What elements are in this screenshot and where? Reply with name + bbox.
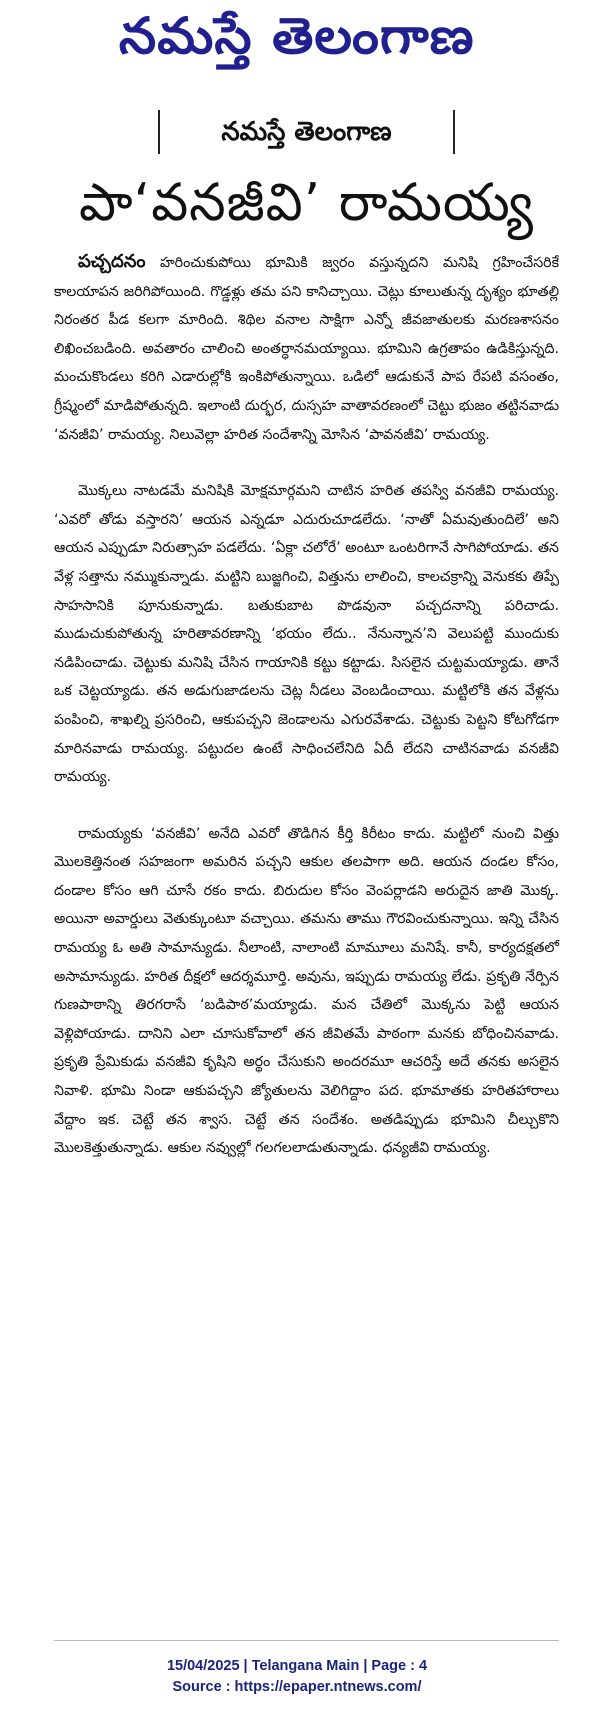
- footer-date-line: 15/04/2025 | Telangana Main | Page : 4: [166, 1658, 428, 1674]
- article-headline: పా‘వనజీవి’ రామయ్య: [79, 173, 534, 233]
- footer: [0, 1656, 594, 1698]
- kicker-rule-right: [453, 110, 455, 154]
- footer-source-line: Source : https://epaper.ntnews.com/: [172, 1679, 422, 1695]
- kicker-box: [54, 104, 559, 160]
- footer-divider: [54, 1640, 559, 1641]
- paragraph-1-text: హరించుకుపోయి భూమికి జ్వరం వస్తున్నదని మనిషి గ్రహించేసరికే కాలయాపన జరిగిపోయింది. గొడ్డళ్లు తమ పని కానిచ్చాయి. చెట్లు కూలుతున్న దృశ్యం భూతల్లి నిరంతర పీడ కలగా మారింది. శిథిల వనాల సాక్షిగా ఎన్నో జీవజాతులకు మరణశాసనం లిఖించబడింది. అవతారం చాలించి అంతర్ధానమయ్యాయి. భూమిని ఉగ్రతాపం ఉడికిస్తున్నది. మంచుకొండలు కరిగి ఎడారుల్లోకి ఇంకిపోతున్నాయి. ఒడిలో ఆడుకునే పాప రేపటి వసంతం, గ్రీష్మంలో మాడిపోతున్నది. ఇలాంటి దుర్భర, దుస్సహ వాతావరణంలో చెట్టు భుజం తట్టినవాడు ‘వనజీవి’ రామయ్య. నిలువెల్లా హరిత సందేశాన్ని మోసిన ‘పావనజీవి’ రామయ్య.: [54, 255, 559, 443]
- kicker-label: నమస్తే తెలంగాణ: [221, 117, 392, 147]
- paragraph-2: మొక్కలు నాటడమే మనిషికి మోక్షమార్గమని చాటిన హరిత తపస్వి వనజీవి రామయ్య. ‘ఎవరో తోడు వస్తారని’ ఆయన ఎన్నడూ ఎదురుచూడలేదు. ‘నాతో ఏమవుతుందిలే’ అని ఆయన ఎప్పుడూ నిరుత్సాహ పడలేదు. ‘ఏక్లా చలోరే’ అంటూ ఒంటరిగానే సాగిపోయాడు. తన వేళ్ల సత్తాను నమ్ముకున్నాడు. మట్టిని బుజ్జగించి, విత్తును లాలించి, కాలచక్రాన్ని వెనుకకు తిప్పే సాహసానికి పూనుకున్నాడు. బతుకుబాట పొడవునా పచ్చదనాన్ని పరిచాడు. ముడుచుకుపోతున్న హరితావరణాన్ని ‘భయం లేదు.. నేనున్నాన’ని వెలుపట్టి ముందుకు నడిపించాడు. చెట్టుకు మనిషి చేసిన గాయానికి కట్టు కట్టాడు. సిసలైన చుట్టమయ్యాడు. తానే ఒక చెట్టయ్యాడు. తన అడుగుజాడలను చెట్ల నీడలు వెంబడించాయి. మట్టిలోకి తన వేళ్లను పంపించి, శాఖల్ని ప్రసరించి, ఆకుపచ్చని జెండాలను ఎగురవేశాడు. చెట్టుకు పెట్టని కోటగోడగా మారినవాడు రామయ్య. పట్టుదల ఉంటే సాధించలేనిది ఏదీ లేదని చాటినవాడు వనజీవి రామయ్య.: [54, 483, 559, 786]
- masthead-logo: నమస్తే తెలంగాణ: [119, 7, 475, 65]
- paragraph-1: [54, 248, 559, 449]
- article-body: [54, 248, 559, 1163]
- masthead: [0, 0, 594, 76]
- kicker-rule-left: [158, 110, 160, 154]
- lead-word: పచ్చదనం: [78, 251, 146, 272]
- article: [54, 104, 559, 1634]
- paragraph-3: రామయ్యకు ‘వనజీవి’ అనేది ఎవరో తొడిగిన కీర్తి కిరీటం కాదు. మట్టిలో నుంచి విత్తు మొలకెత్తినంత సహజంగా అమరిన పచ్చని ఆకుల తలపాగా అది. ఆయన దండల కోసం, దండాల కోసం ఆగి చూసే రకం కాదు. బిరుదుల కోసం వెంపర్లాడని అరుదైన జాతి మొక్క. అయినా అవార్డులు వెతుక్కుంటూ వచ్చాయి. తమను తాము గౌరవించుకున్నాయి. ఇన్ని చేసిన రామయ్య ఓ అతి సామాన్యుడు. నీలాంటి, నాలాంటి మామూలు మనిషే. కానీ, కార్యదక్షతలో అసామాన్యుడు. హరిత దీక్షలో ఆదర్శమూర్తి. అవును, ఇప్పుడు రామయ్య లేడు. ప్రకృతి నేర్పిన గుణపాఠాన్ని తిరగరాసే ‘బడిపాఠ’మయ్యాడు. మన చేతిలో మొక్కను పెట్టి ఆయన వెళ్లిపోయాడు. దానిని ఎలా చూసుకోవాలో తన జీవితమే పాఠంగా మనకు బోధించినవాడు. ప్రకృతి ప్రేమికుడు వనజీవి కృషిని అర్థం చేసుకుని అందరమూ ఆచరిస్తే అదే తనకు అసలైన నివాళి. భూమి నిండా ఆకుపచ్చని జ్యోతులను వెలిగిద్దాం పద. భూమాతకు హరితహారాలు వేద్దాం ఇక. చెట్టే తన శ్వాస. చెట్టే తన సందేశం. అతడిప్పుడు భూమిని చీల్చుకొని మొలకెత్తుతున్నాడు. ఆకుల నవ్వుల్లో గలగలలాడుతున్నాడు. ధన్యజీవి రామయ్య.: [54, 825, 559, 1157]
